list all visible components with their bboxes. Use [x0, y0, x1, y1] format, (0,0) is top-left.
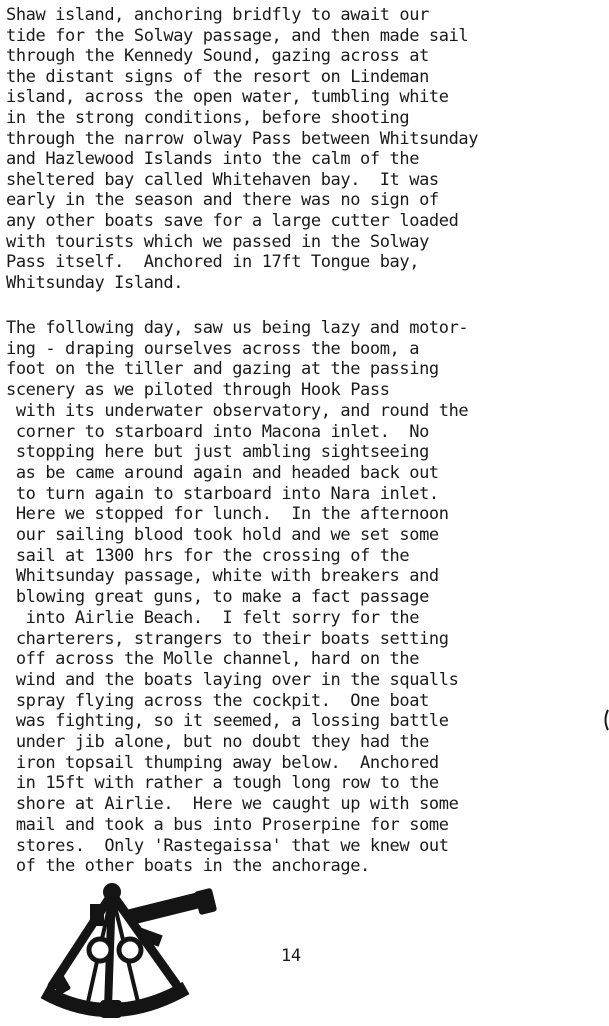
page-number: 14	[281, 946, 301, 966]
text-line: stores. Only 'Rastegaissa' that we knew out	[6, 835, 449, 856]
text-line: our sailing blood took hold and we set some	[6, 525, 439, 546]
text-line: The following day, saw us being lazy and motor-	[6, 318, 469, 338]
text-line: wind and the boats laying over in the squalls	[6, 669, 459, 690]
text-line: shore at Airlie. Here we caught up with some	[6, 794, 459, 815]
text-line: with its underwater observatory, and round the	[6, 400, 469, 421]
text-line: Whitsunday passage, white with breakers and	[6, 566, 439, 587]
text-line: blowing great guns, to make a fact passage	[6, 587, 429, 608]
paragraph-2	[6, 318, 468, 877]
text-line: tide for the Solway passage, and then made sail	[6, 25, 469, 46]
text-line: ing - draping ourselves across the boom, a	[6, 338, 420, 359]
text-line: stopping here but just ambling sightseeing	[6, 442, 429, 463]
text-line: early in the season and there was no sign of	[6, 190, 439, 211]
text-line: iron topsail thumping away below. Anchored	[6, 752, 439, 773]
paragraph-1	[6, 5, 478, 293]
text-line: Pass itself. Anchored in 17ft Tongue bay,	[6, 252, 420, 273]
text-line: Shaw island, anchoring bridfly to await our	[6, 5, 429, 25]
text-line: under jib alone, but no doubt they had the	[6, 732, 429, 753]
text-line: into Airlie Beach. I felt sorry for the	[6, 607, 420, 628]
text-line: corner to starboard into Macona inlet. No	[6, 421, 429, 442]
text-line: Whitsunday Island.	[6, 272, 184, 293]
text-line: foot on the tiller and gazing at the passing	[6, 359, 439, 380]
text-line: sail at 1300 hrs for the crossing of the	[6, 545, 410, 566]
text-line: charterers, strangers to their boats setting	[6, 628, 449, 649]
text-line: mail and took a bus into Proserpine for some	[6, 814, 449, 835]
text-line: with tourists which we passed in the Solway	[6, 231, 429, 252]
text-line: the distant signs of the resort on Lindeman	[6, 66, 429, 87]
text-line: off across the Molle channel, hard on the	[6, 649, 420, 670]
text-line: in 15ft with rather a tough long row to the	[6, 773, 439, 794]
text-line: was fighting, so it seemed, a lossing battle	[6, 711, 449, 732]
text-line: island, across the open water, tumbling white	[6, 87, 449, 108]
text-line: through the Kennedy Sound, gazing across at	[6, 46, 429, 67]
margin-bracket-mark	[603, 708, 609, 732]
text-line: of the other boats in the anchorage.	[6, 856, 370, 877]
text-line: sheltered bay called Whitehaven bay. It was	[6, 169, 439, 190]
text-line: as be came around again and headed back out	[6, 462, 439, 483]
text-line: any other boats save for a large cutter loaded	[6, 210, 459, 231]
text-line: Here we stopped for lunch. In the afternoon	[6, 504, 449, 525]
text-line: in the strong conditions, before shooting	[6, 107, 410, 128]
sextant-icon	[30, 880, 220, 1020]
text-line: to turn again to starboard into Nara inlet.	[6, 483, 439, 504]
text-line: spray flying across the cockpit. One boat	[6, 690, 429, 711]
text-line: and Hazlewood Islands into the calm of the	[6, 149, 420, 170]
text-line: scenery as we piloted through Hook Pass	[6, 380, 390, 401]
text-line: through the narrow olway Pass between Whitsunday	[6, 128, 479, 149]
